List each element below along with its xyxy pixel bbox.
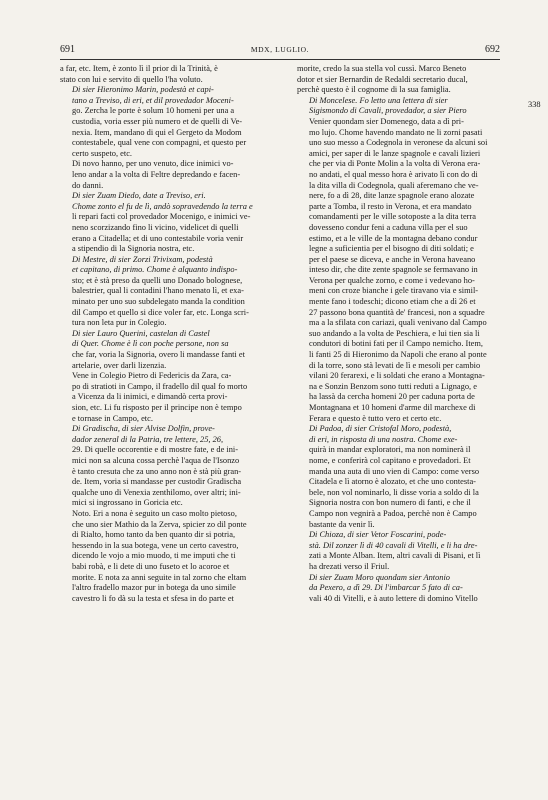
text-line: dador zeneral di la Patria, tre lettere, 25, 26, [72,434,224,444]
text-line: babi robà, e li dete di uno fuseto et lo acoroe et [72,561,230,571]
text-line: artelarie, over darli lizenzia. [72,360,167,370]
text-line: mente fano i todeschi; dicono etiam che a dì 26 et [309,297,476,307]
text-line: vilani 20 ferarexi, e li soldati che erano a Montagna- [309,371,485,381]
text-line: Di sier Lauro Querini, castelan di Castel [72,328,210,338]
margin-number: 338 [528,100,541,109]
text-line: inteso dir, che dite zente spagnole se fermavano in [309,265,478,275]
running-header [60,44,500,58]
text-line: e tornase in Campo, etc. [72,413,153,423]
text-line: nexia. Item, mandano di qui el Gergeto da Modom [72,127,242,137]
text-line: da Pexero, a dì 29. Di l'imbarcar 5 fato di ca- [309,583,463,593]
text-line: Venier quondam sier Domenego, data a dì pri- [309,116,464,126]
text-line: stato con lui e servito di quello l'ha voluto. [60,74,203,84]
paragraph [60,159,285,191]
page-number-left: 691 [60,44,75,55]
text-line: minato per uno suo subdelegato manda la condition [72,297,245,307]
text-line: morite. E nota za anni seguite in tal zorno che eltam [72,572,247,582]
text-line: che far, voria la Signoria, overo li mandasse fanti et [72,350,245,360]
left-column [60,64,285,604]
paragraph [297,96,524,424]
text-line: meni con croze bianche i gele tiravano via e simil- [309,286,479,296]
text-line: mo lujo. Chome havendo mandato ne li zorni pasati [309,127,483,137]
running-title: MDX, LUGLIO. [250,45,310,54]
text-line: Montagnana et 10 homeni d'arme dil marchexe di [309,403,476,412]
text-line: Di novo hanno, per uno venuto, dice inimici vo- [72,159,234,169]
text-line: mici si ingrossano in Goricia etc. [72,498,183,508]
text-line: quirà in mandar exploratori, ma non nominerà il [309,445,471,455]
text-line: Sigismondo di Cavali, provedador, a sier Piero [309,106,467,116]
text-line: Di sier Zuam Moro quondam sier Antonio [309,572,450,582]
text-line: suo andando a la volta de Peschiera, e lui tien sia li [309,328,480,338]
text-line: tura non leta pur in Colegio. [72,318,167,328]
text-line: a Vicenza da li inimici, e dimandò certa provi- [72,392,228,402]
text-line: bele, non vol nominarlo, li disse voria a soldo di la [309,487,479,497]
text-line: ha lassà da cercha homeni 20 per caduna porta de [309,392,475,402]
text-line: Di Moncelese. Fo letto una lettera di sier [309,95,448,105]
paragraph [297,424,524,530]
text-line: a stipendio di la Signoria nostra, etc. [72,244,195,254]
text-line: Noto. Eri a nona è seguito un caso molto pietoso, [72,508,237,518]
text-line: comandamenti per le ville sotoposte a la dita terra [309,212,476,222]
text-line: uno suo messo a Codegnola in veronese da alcuni soi [309,138,488,148]
paragraph [297,64,524,96]
paragraph [60,329,285,371]
paragraph [60,191,285,255]
text-line: tano a Treviso, di eri, et dil provedador Moceni- [72,95,234,105]
text-line: estimo, et a le ville de la montagna debano condur [309,233,478,243]
text-line: Vene in Colegio Pietro di Federicis da Zara, ca- [72,371,232,381]
paragraph [297,573,524,605]
text-line: di eri, in risposta di una nostra. Chome exe- [309,434,458,444]
text-line: ha drezati verso il Friul. [309,561,390,571]
text-line: Di Gradischa, di sier Alvise Dolfin, prove- [72,424,215,434]
text-line: sto; et è stà preso da quelli uno Donado bolognese, [72,275,243,285]
text-line: di Quer. Chome è lì con poche persone, non sa [72,339,229,349]
text-line: condutori di botini fati per il Campo nemicho. Item, [309,339,483,349]
text-line: che per via di Ponte Molin a la volta di Verona era- [309,159,481,169]
text-line: contestabele, qual vene con compagni, et questo per [72,138,247,148]
text-line: cavestro li fo dà su la testa et sfesa in do parte et [72,593,234,603]
text-line: neno scorzizando fino li vicino, videlicet di quelli [72,222,239,232]
text-line: Citadela e lì atorno è alozato, et che uno contesta- [309,477,476,487]
text-line: balestrier, qual li contadini l'hano menato lì, et exa- [72,286,244,296]
header-rule [60,59,500,60]
paragraph [60,424,285,509]
text-line: stà. Dil zonzer lì di 40 cavali di Vitelli, e li ha dre- [309,540,478,550]
text-line: è tanto cresuta che za uno anno non è stà più gran- [72,466,242,476]
text-line: che uno sier Mathio da la Zerva, spicier zo dil ponte [72,519,247,529]
text-line: certo suspeto, etc. [72,148,132,158]
page-number-right: 692 [485,44,500,55]
text-line: perchè questo è il cognome di la sua famiglia. [297,85,451,95]
text-line: zati a Monte Alban. Item, altri cavali di Pisani, et lì [309,551,481,561]
text-line: qualche uno di Venexia zenthilomo, over altri; ini- [72,487,241,497]
text-line: erano a Citadella; et di uno contestabile voria venir [72,233,244,243]
text-line: sion, etc. Li fu risposto per il principe non è tempo [72,403,242,412]
text-line: dil Campo et quello si dice voler far, etc. Longa scri- [72,307,249,317]
text-line: Verona per qualche zorno, e come i vedevano ho- [309,275,475,285]
text-line: l'altro fradello mazor pur in botega da uno simile [72,583,236,593]
text-line: Di sier Hieronimo Marin, podestà et capi- [72,85,214,95]
text-line: la dita villa di Codegnola, quali aferemano che ve- [309,180,479,190]
text-line: nome, e conferirà col capitano e provedadori. Et [309,455,471,465]
text-line: Di Chioza, di sier Vetor Foscarini, pode- [309,530,447,540]
text-line: parte a Tomba, il resto in Verona, et era mandato [309,201,472,211]
text-line: di la torre, sono stà levati de lì e mesoli per cambio [309,360,481,370]
text-line: dovesseno condur feni a caduna villa per el suo [309,222,468,232]
text-line: 27 passono bona quantità de' francesi, non a squadre [309,307,485,317]
text-line: Signoria nostra con bon numero di fanti, e che il [309,498,471,508]
text-line: per el paese se diceva, e anche in Verona haveano [309,254,476,264]
text-line: et capitano, di primo. Chome è alquanto indispo- [72,265,238,275]
text-line: nere, fo a dì 28, dite lanze spagnole erano alozate [309,191,475,201]
paragraph [60,85,285,159]
text-line: Ferara e questo è tutto vero et certo etc. [309,413,442,423]
text-line: go. Zercha le porte è solum 10 homeni per una a [72,106,235,116]
text-line: 29. Di quelle occorentie e di mostre fate, e de ini- [72,445,239,455]
text-line: Chome zonto el fu de lì, andò sopravedendo la terra e [72,201,253,211]
paragraph [297,530,524,572]
text-line: hessendo in la sua botega, vene un certo cavestro, [72,540,239,550]
right-column [297,64,524,604]
text-line: na e Sonzin Benzom sono tutti reduti a Lignago, e [309,381,477,391]
text-line: dotor et sier Bernardin de Redaldi secretario ducal, [297,74,468,84]
text-line: amici, per saper di le lanze spagnole e cavali lizieri [309,148,481,158]
text-line: di Rialto, homo tanto da ben quanto dir si potria, [72,530,236,540]
text-line: ma a la sfilata con cariazi, quali venivano dal Campo [309,318,487,328]
text-line: po di stratioti in Campo, il fradello dil qual fo morto [72,381,248,391]
text-line: li repari facti col provedador Mocenigo, e inimici ve- [72,212,251,222]
text-line: bastante da venir lì. [309,519,375,529]
text-line: Di Padoa, di sier Cristofal Moro, podestà, [309,424,452,434]
text-line: leno andar a la volta di Feltre depredando e facen- [72,169,241,179]
text-line: no andati, el qual messo hora è arivato lì con do di [309,169,478,179]
text-line: dicendo le vojo a mio muodo, ti me imputi che ti [72,551,236,561]
text-line: manda una auta di uno vien di Campo: come verso [309,466,480,476]
text-line: morite, credo la sua stella vol cussì. Marco Beneto [297,64,467,73]
text-line: vali 40 di Vitelli, e à auto lettere di domino Vitello [309,593,478,603]
text-line: legne a suficientia per el bisogno di diti soldati; e [309,244,474,254]
paragraph [60,509,285,604]
text-line: custodia, voria esser più numero et de quelli di Ve- [72,116,243,126]
text-line: do danni. [72,180,104,190]
text-line: Di sier Zuam Diedo, date a Treviso, eri. [72,191,206,201]
text-line: li fanti 25 di Hieronimo da Napoli che erano al ponte [309,350,487,360]
paragraph [60,64,285,85]
text-line: a far, etc. Item, è zonto lì il prior di la Trinità, è [60,64,218,73]
text-line: mici non sa alcuna cossa perchè l'aqua de l'Isonzo [72,455,240,465]
text-line: Di Mestre, di sier Zorzi Trivixam, podestà [72,254,213,264]
text-line: de. Item, voria si mandasse per custodir Gradischa [72,477,242,487]
paragraph [60,255,285,329]
paragraph [60,371,285,424]
text-line: Campo non vegnirà a Padoa, perchè non è Campo [309,508,477,518]
